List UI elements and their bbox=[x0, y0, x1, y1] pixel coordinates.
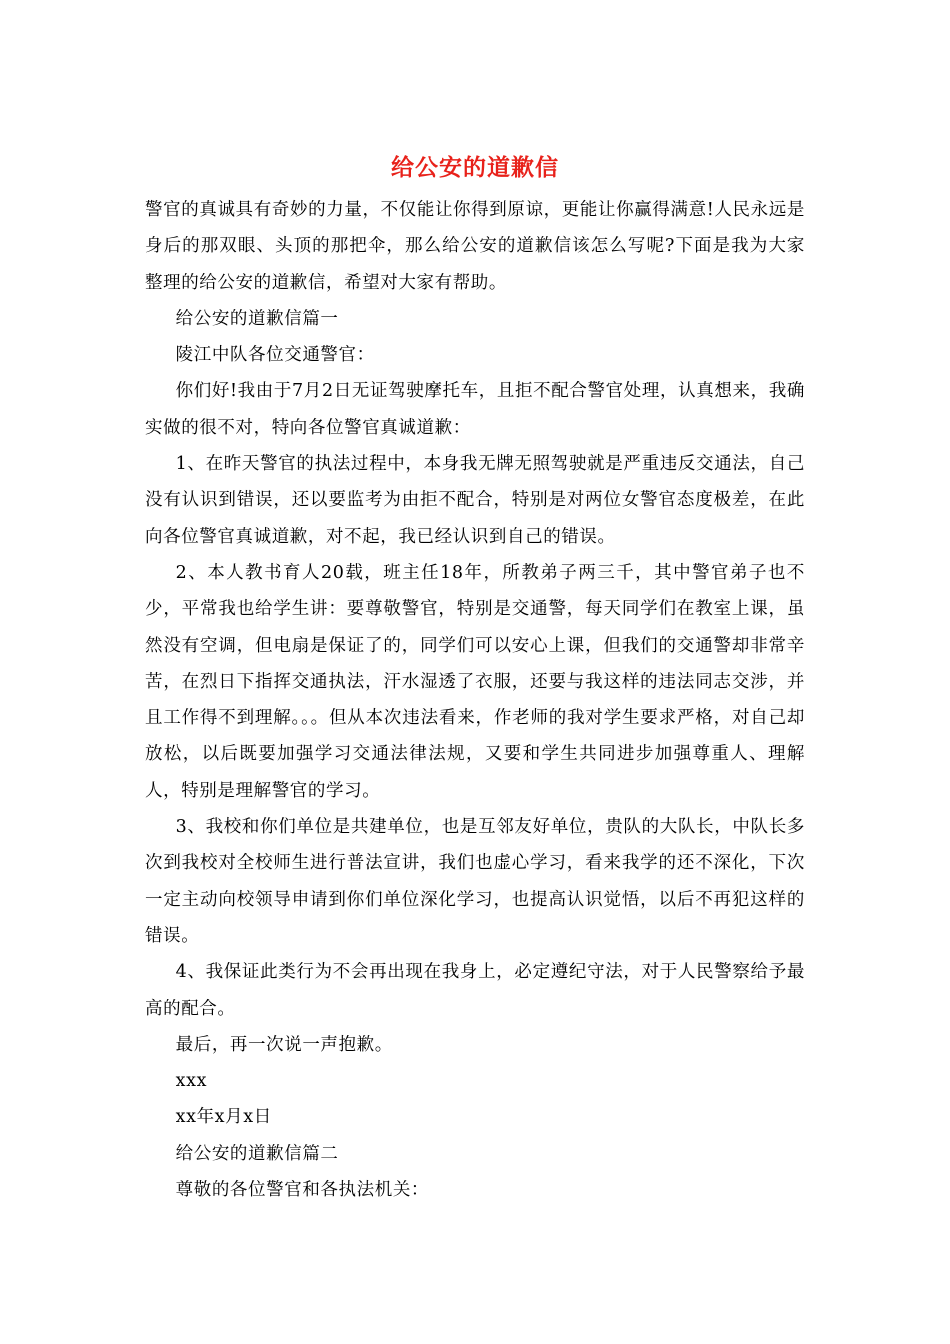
salutation-2: 尊敬的各位警官和各执法机关： bbox=[175, 1180, 430, 1201]
document-page bbox=[145, 150, 805, 1208]
salutation-1: 陵江中队各位交通警官： bbox=[175, 345, 375, 366]
body-paragraph-4: 3、我校和你们单位是共建单位，也是互邻友好单位，贵队的大队长，中队长多次到我校对全校师生进行普法宣讲，我们也虚心学习，看来我学的还不深化，下次一定主动向校领导申请到你们单位深化学习，也提高认识觉悟，以后不再犯这样的错误。 bbox=[145, 817, 805, 946]
body-paragraph-3: 2、本人教书育人20载，班主任18年，所教弟子两三千，其中警官弟子也不少，平常我也给学生讲：要尊敬警官，特别是交通警，每天同学们在教室上课，虽然没有空调，但电扇是保证了的，同学们可以安心上课，但我们的交通警却非常辛苦，在烈日下指挥交通执法，汗水湿透了衣服，还要与我这样的违法同志交涉，并且工作得不到理解。。。但从本次违法看来，作老师的我对学生要求严格，对自己却放松，以后既要加强学习交通法律法规，又要和学生共同进步加强尊重人、理解人，特别是理解警官的学习。 bbox=[145, 562, 805, 801]
closing-line: 最后，再一次说一声抱歉。 bbox=[175, 1034, 393, 1055]
date-line: xx年x月x日 bbox=[175, 1107, 272, 1128]
section-heading-2: 给公安的道歉信篇二 bbox=[175, 1143, 339, 1164]
document-title: 给公安的道歉信 bbox=[391, 154, 559, 181]
intro-paragraph: 警官的真诚具有奇妙的力量，不仅能让你得到原谅，更能让你赢得满意!人民永远是身后的那双眼、头顶的那把伞，那么给公安的道歉信该怎么写呢?下面是我为大家整理的给公安的道歉信，希望对大家有帮助。 bbox=[145, 200, 805, 293]
body-paragraph-5: 4、我保证此类行为不会再出现在我身上，必定遵纪守法，对于人民警察给予最高的配合。 bbox=[145, 962, 805, 1019]
body-paragraph-2: 1、在昨天警官的执法过程中，本身我无牌无照驾驶就是严重违反交通法，自己没有认识到错误，还以要监考为由拒不配合，特别是对两位女警官态度极差，在此向各位警官真诚道歉，对不起，我已经认识到自己的错误。 bbox=[145, 454, 805, 547]
section-heading-1: 给公安的道歉信篇一 bbox=[175, 308, 339, 329]
signature: xxx bbox=[175, 1071, 208, 1092]
body-paragraph-1: 你们好!我由于7月2日无证驾驶摩托车，且拒不配合警官处理，认真想来，我确实做的很不对，特向各位警官真诚道歉： bbox=[145, 381, 805, 438]
